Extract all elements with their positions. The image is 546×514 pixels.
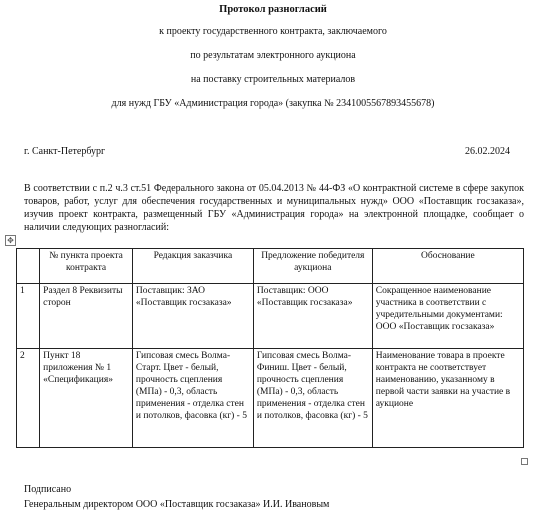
signed-label: Подписано — [24, 484, 72, 495]
header-reason: Обоснование — [372, 249, 523, 284]
row-customer: Гипсовая смесь Волма-Старт. Цвет - белый, прочность сцепления (МПа) - 0,3, область применения - отделка стен и потолков, фасовка (кг) - 5 — [132, 349, 253, 448]
signer-line: Генеральным директором ООО «Поставщик госзаказа» И.И. Ивановым — [24, 499, 330, 510]
row-winner: Поставщик: ООО «Поставщик госзаказа» — [253, 284, 372, 349]
subtitle-line-3: на поставку строительных материалов — [190, 74, 356, 85]
date: 26.02.2024 — [465, 146, 510, 157]
row-clause: Пункт 18 приложения № 1 «Спецификация» — [40, 349, 133, 448]
subtitle-line-1: к проекту государственного контракта, заключаемого — [159, 26, 387, 37]
row-number: 1 — [17, 284, 40, 349]
city: г. Санкт-Петербург — [24, 146, 106, 157]
table-header-row — [17, 249, 524, 284]
row-reason: Сокращенное наименование участника в соответствии с учредительными документами: ООО «Поставщик госзаказа» — [372, 284, 523, 349]
table-resize-handle[interactable] — [521, 458, 528, 465]
subtitle-line-2: по результатам электронного аукциона — [190, 50, 356, 61]
header-clause: № пункта проекта контракта — [40, 249, 133, 284]
row-winner: Гипсовая смесь Волма-Финиш. Цвет - белый, прочность сцепления (МПа) - 0,3, область применения - отделка стен и потолков, фасовка (кг) - 5 — [253, 349, 372, 448]
table-row — [17, 284, 524, 349]
row-clause: Раздел 8 Реквизиты сторон — [40, 284, 133, 349]
row-number: 2 — [17, 349, 40, 448]
intro-paragraph: В соответствии с п.2 ч.3 ст.51 Федерального закона от 05.04.2013 № 44-ФЗ «О контрактной системе в сфере закупок товаров, работ, услуг для обеспечения государственных и муниципальных нужд» ООО «Поставщик госзаказа», изучив проект контракта, размещенный ГБУ «Администрация города» на электронной площадке, сообщает о наличии следующих разногласий: — [24, 183, 524, 233]
row-reason: Наименование товара в проекте контракта не соответствует наименованию, указанному в первой части заявки на участие в аукционе — [372, 349, 523, 448]
header-cell — [17, 249, 40, 284]
table-row — [17, 349, 524, 448]
disagreements-table — [16, 248, 524, 448]
header-customer: Редакция заказчика — [132, 249, 253, 284]
document-title: Протокол разногласий — [219, 4, 327, 15]
move-icon[interactable]: ✥ — [5, 235, 16, 246]
row-customer: Поставщик: ЗАО «Поставщик госзаказа» — [132, 284, 253, 349]
subtitle-line-4: для нужд ГБУ «Администрация города» (закупка № 2341005567893455678) — [111, 98, 435, 109]
header-winner: Предложение победителя аукциона — [253, 249, 372, 284]
